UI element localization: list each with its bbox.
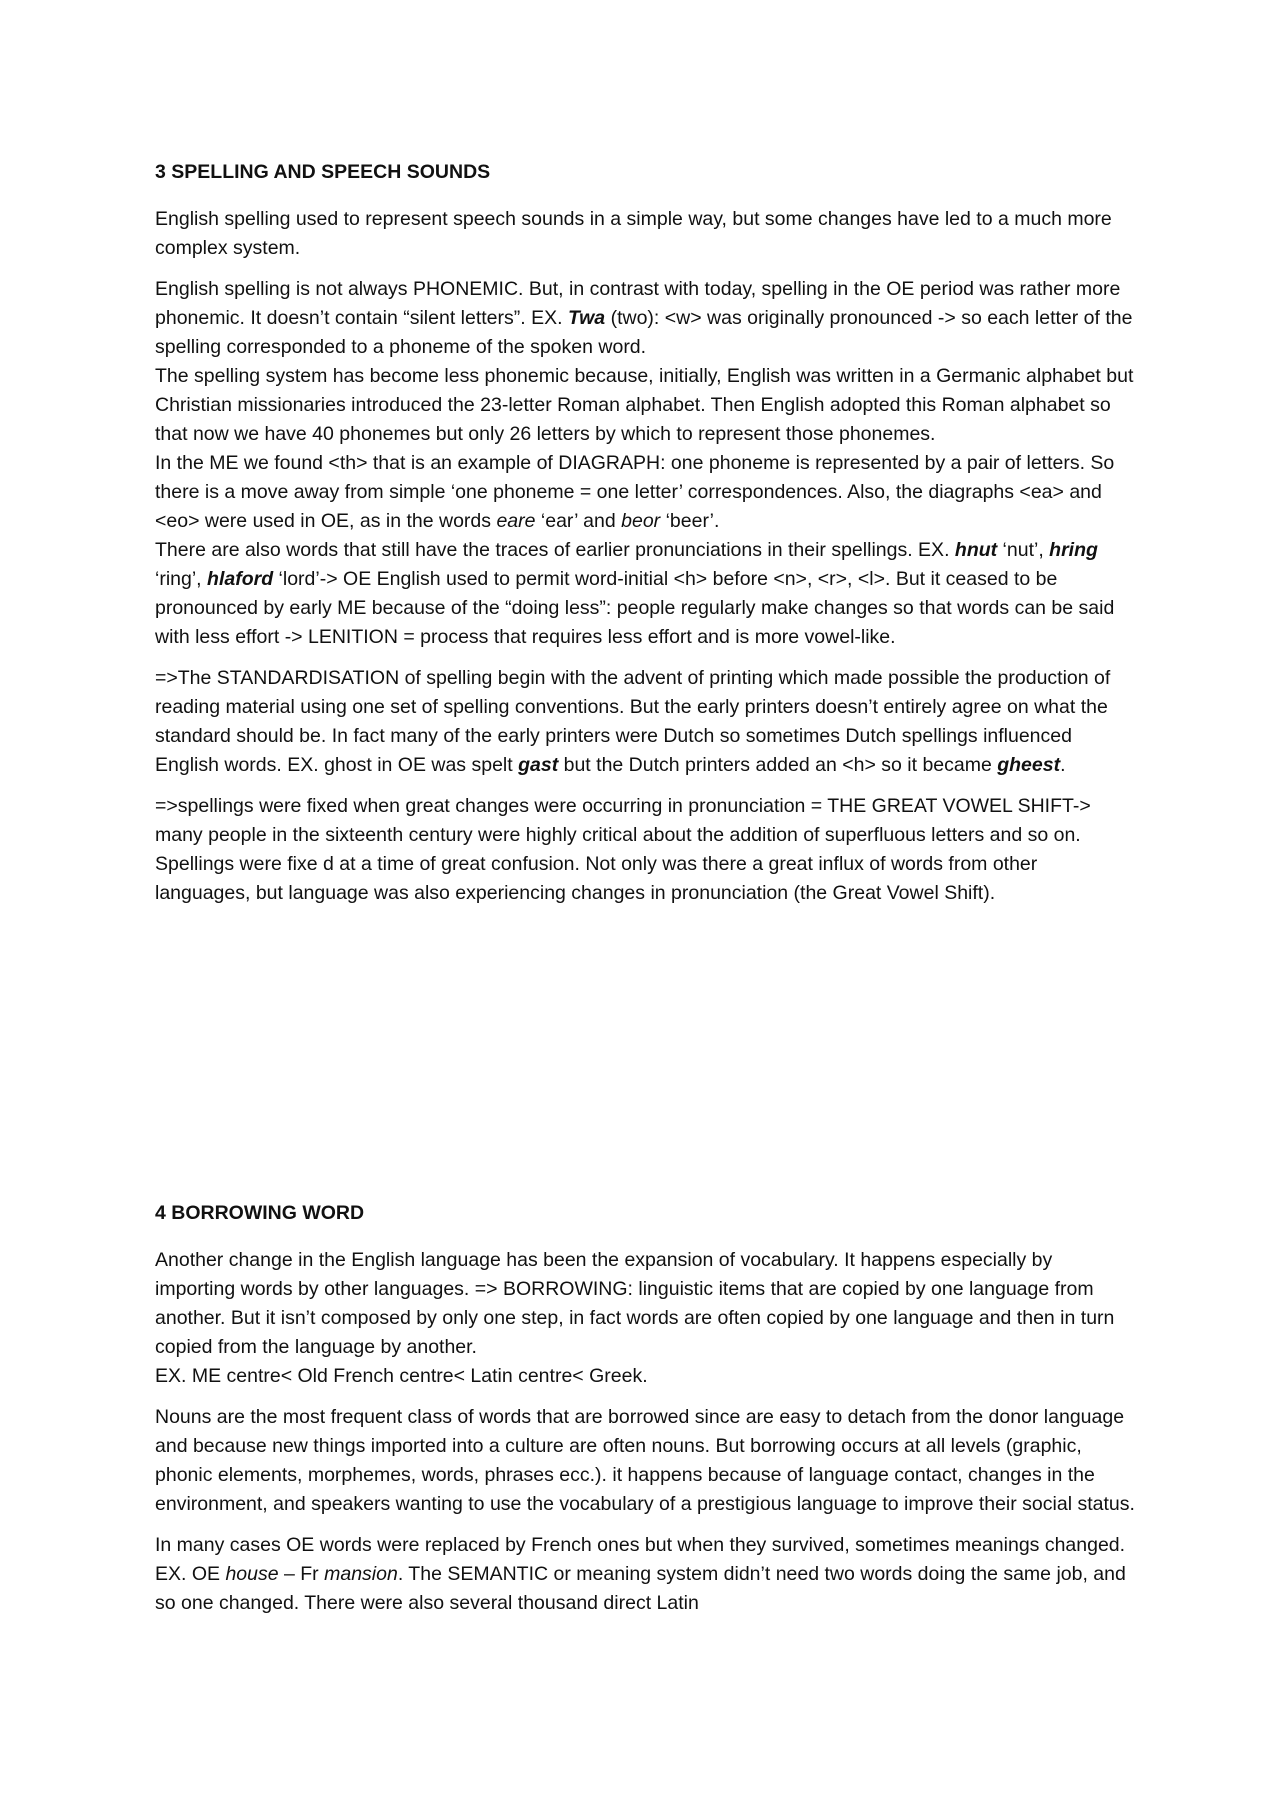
paragraph	[155, 664, 1135, 780]
text-run: ‘lord’-> OE English used to permit word-initial <h> before <n>, <r>, <l>. But it ceased to be pronounced by early ME because of the “doing less”: people regularly make changes so that words can be said with less effort -> LENITION = process that requires less effort and is more vowel-like.	[155, 568, 1115, 648]
text-run: EX. ME centre< Old French centre< Latin centre< Greek.	[155, 1365, 648, 1387]
example-word: hring	[1049, 539, 1098, 561]
text-run: ‘ring’,	[155, 568, 208, 590]
paragraph: Nouns are the most frequent class of words that are borrowed since are easy to detach from the donor language and because new things imported into a culture are often nouns. But borrowing occurs at all levels (graphic, phonic elements, morphemes, words, phrases ecc.). it happens because of language contact, changes in the environment, and speakers wanting to use the vocabulary of a prestigious language to improve their social status.	[155, 1406, 1135, 1515]
section-borrowing-word	[155, 1199, 1135, 1630]
text-run: ‘nut’,	[997, 539, 1050, 561]
text-run: but the Dutch printers added an <h> so it became	[558, 754, 998, 776]
example-word: beor	[621, 510, 661, 532]
text-run: There are also words that still have the traces of earlier pronunciations in their spellings. EX.	[155, 539, 955, 561]
text-run: ‘ear’ and	[535, 510, 622, 532]
example-word: hlaford	[207, 568, 274, 590]
text-run: In many cases OE words were replaced by French ones but when they survived, sometimes meanings changed. EX. OE	[155, 1534, 1126, 1585]
example-word: mansion	[324, 1563, 398, 1585]
text-run: English spelling is not always PHONEMIC. But, in contrast with today, spelling in the OE period was rather more phonemic. It doesn’t contain “silent letters”. EX.	[155, 278, 1121, 329]
example-word: gheest	[997, 754, 1061, 776]
text-run: =>The STANDARDISATION of spelling begin with the advent of printing which made possible the production of reading material using one set of spelling conventions. But the early printers doesn’t entirely agree on what the standard should be. In fact many of the early printers were Dutch so sometimes Dutch spellings influenced English words. EX. ghost in OE was spelt	[155, 667, 1111, 776]
paragraph	[155, 1531, 1135, 1618]
text-run: . The SEMANTIC or meaning system didn’t need two words doing the same job, and so one changed. There were also several thousand direct Latin	[155, 1563, 1126, 1614]
text-run: The spelling system has become less phonemic because, initially, English was written in a Germanic alphabet but Christian missionaries introduced the 23-letter Roman alphabet. Then English adopted this Roman alphabet so that now we have 40 phonemes but only 26 letters by which to represent those phonemes.	[155, 365, 1134, 445]
example-word: hnut	[954, 539, 998, 561]
text-run: .	[1060, 754, 1066, 776]
section-heading: 4 BORROWING WORD	[155, 1202, 365, 1224]
section-heading: 3 SPELLING AND SPEECH SOUNDS	[155, 161, 491, 183]
text-run: Another change in the English language has been the expansion of vocabulary. It happens especially by importing words by other languages. => BORROWING: linguistic items that are copied by one language from another. But it isn’t composed by only one step, in fact words are often copied by one language and then in turn copied from the language by another.	[155, 1249, 1115, 1358]
text-run: ‘beer’.	[660, 510, 720, 532]
example-word: eare	[496, 510, 536, 532]
paragraph: English spelling used to represent speech sounds in a simple way, but some changes have led to a much more complex system.	[155, 208, 1112, 259]
example-word: house	[225, 1563, 279, 1585]
paragraph: =>spellings were fixed when great changes were occurring in pronunciation = THE GREAT VOWEL SHIFT-> many people in the sixteenth century were highly critical about the addition of superfluous letters and so on. Spellings were fixe d at a time of great confusion. Not only was there a great influx of words from other languages, but language was also experiencing changes in pronunciation (the Great Vowel Shift).	[155, 795, 1091, 904]
section-spelling-and-speech-sounds	[155, 158, 1135, 920]
text-run: In the ME we found <th> that is an example of DIAGRAPH: one phoneme is represented by a pair of letters. So there is a move away from simple ‘one phoneme = one letter’ correspondences. Also, the diagraphs <ea> and <eo> were used in OE, as in the words	[155, 452, 1115, 532]
text-run: (two): <w> was originally pronounced -> so each letter of the spelling corresponded to a phoneme of the spoken word.	[155, 307, 1133, 358]
paragraph	[155, 1246, 1135, 1391]
example-word: gast	[518, 754, 559, 776]
text-run: – Fr	[278, 1563, 325, 1585]
paragraph	[155, 275, 1135, 652]
example-word: Twa	[567, 307, 606, 329]
